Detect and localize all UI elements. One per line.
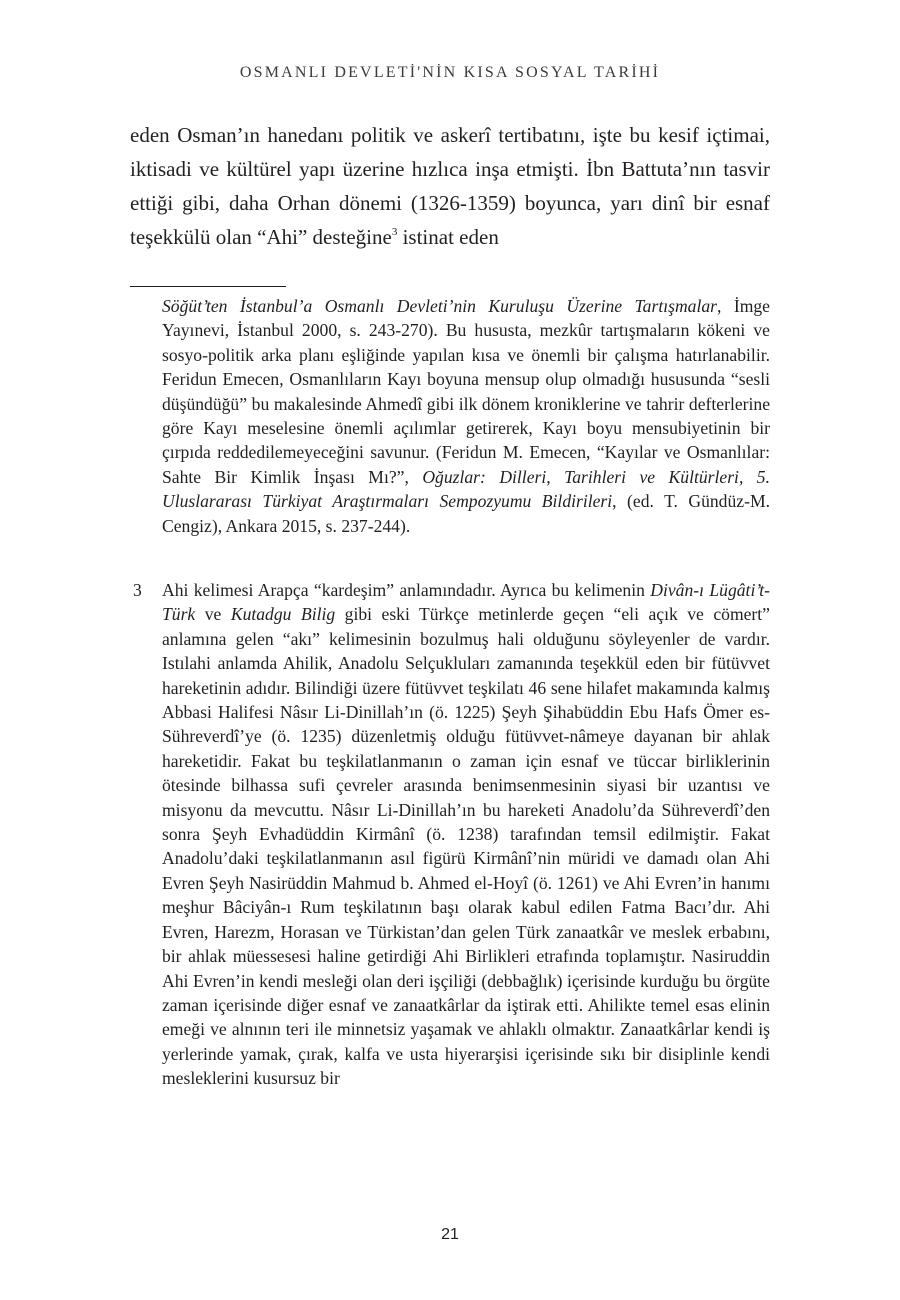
footnote-italic-source: Oğuzlar: Dilleri, Tarihleri ve Kültürleri, 5. Uluslararası Türkiyat Araştırmaları Sempozyumu Bildirileri (162, 466, 770, 512)
footnote-italic-title: Söğüt’ten İstanbul’a Osmanlı Devleti’nin Kuruluşu Üzerine Tartışmalar (162, 296, 717, 316)
footnote-continued (162, 294, 770, 538)
footnote-continued-text-1: , İmge Yayınevi, İstanbul 2000, s. 243-270). Bu hususta, mezkûr tartışmaların kökeni ve sosyo-politik arka planı eşliğinde yapılan kısa ve önemli bir çalışma hatırlanabilir. Feridun Emecen, Osmanlıların Kayı boyuna mensup olup olmadığı hususunda “sesli düşündüğü” bu makalesinde Ahmedî gibi ilk dönem kroniklerine ve tahrir defterlerine göre Kayı meselesine önemli açılımlar getirerek, Kayı boyu mensubiyetinin bir çırpıda reddedilemeyeceğini savunur. (Feridun M. Emecen, “Kayılar ve Osmanlılar: Sahte Bir Kimlik İnşası Mı?”, (162, 296, 770, 487)
footnote-3-text-1: Ahi kelimesi Arapça “kardeşim” anlamındadır. Ayrıca bu kelimenin (162, 580, 651, 600)
page-number: 21 (441, 1226, 459, 1243)
main-paragraph (130, 118, 770, 254)
footnote-reference: 3 (391, 226, 398, 238)
main-text-before-ref: eden Osman’ın hanedanı politik ve askerî tertibatını, işte bu kesif içtimai, iktisadi ve kültürel yapı üzerine hızlıca inşa etmişti. İbn Battuta’nın tasvir ettiği gibi, daha Orhan dönemi (1326-1359) boyunca, yarı dinî bir esnaf teşekkülü olan “Ahi” desteğine (130, 123, 770, 249)
footnote-3-italic-1: Divân-ı Lügâti’t-Türk (162, 580, 770, 625)
running-head: OSMANLI DEVLETİ'NİN KISA SOSYAL TARİHİ (239, 64, 661, 81)
footnote-separator (130, 286, 286, 287)
footnote-number: 3 (133, 580, 142, 600)
footnote-3-italic-2: Kutadgu Bilig (230, 604, 336, 625)
footnote-3-text-3: gibi eski Türkçe metinlerde geçen “eli açık ve cömert” anlamına gelen “akı” kelimesinin bozulmuş hali olduğunu söyleyenler de vardır. Istılahi anlamda Ahilik, Anadolu Selçukluları zamanında teşekkül eden bir fütüvvet hareketinin adıdır. Bilindiği üzere fütüvvet teşkilatı 46 sene hilafet makamında kalmış Abbasi Halifesi Nâsır Li-Dinillah’ın (ö. 1225) Şeyh Şihabüddin Ebu Hafs Ömer es-Sühreverdî’ye (ö. 1235) düzenletmiş olduğu fütüvvet-nâmeye dayanan bir ahlak hareketidir. Fakat bu teşkilatlanmanın o zaman için esnaf ve tüccar birliklerinin ötesinde bilhassa sufi çevreler arasında benimsenmesinin siyasi bir uzantısı ve misyonu da mevcuttu. Nâsır Li-Dinillah’ın bu hareketi Anadolu’da Sühreverdî’den sonra Şeyh Evhadüddin Kirmânî (ö. 1238) tarafından temsil edilmiştir. Fakat Anadolu’daki teşkilatlanmanın asıl figürü Kirmânî’nin müridi ve damadı olan Ahi Evren Şeyh Nasirüddin Mahmud b. Ahmed el-Hoyî (ö. 1261) ve Ahi Evren’in hanımı meşhur Bâciyân-ı Rum teşkilatının başı olarak kabul edilen Fatma Bacı’dır. Ahi Evren, Harezm, Horasan ve Türkistan’dan gelen Türk zanaatkâr ve meslek erbabını, bir ahlak müessesesi haline getirdiği Ahi Birlikleri etrafında toplamıştır. Nasiruddin Ahi Evren’in kendi mesleği olan deri işçiliği (debbağlık) içerisinde kurduğu bu örgüte zaman içerisinde diğer esnaf ve zanaatkârlar da iştirak etti. Ahilikte temel esas elinin emeği ve alnının teri ile minnetsiz yaşamak ve ahlaklı olmaktır. Zanaatkârlar kendi iş yerlerinde yamak, çırak, kalfa ve usta hiyerarşisi içerisinde sıkı bir disiplinle kendi mesleklerini kusursuz bir (162, 604, 770, 1089)
footnote-3 (162, 578, 770, 1091)
footnote-continued-text-2: , (ed. T. Gündüz-M. Cengiz), Ankara 2015, s. 237-244). (162, 491, 770, 536)
footnote-3-text-2: ve (195, 604, 231, 625)
main-text-after-ref: istinat eden (397, 225, 499, 249)
